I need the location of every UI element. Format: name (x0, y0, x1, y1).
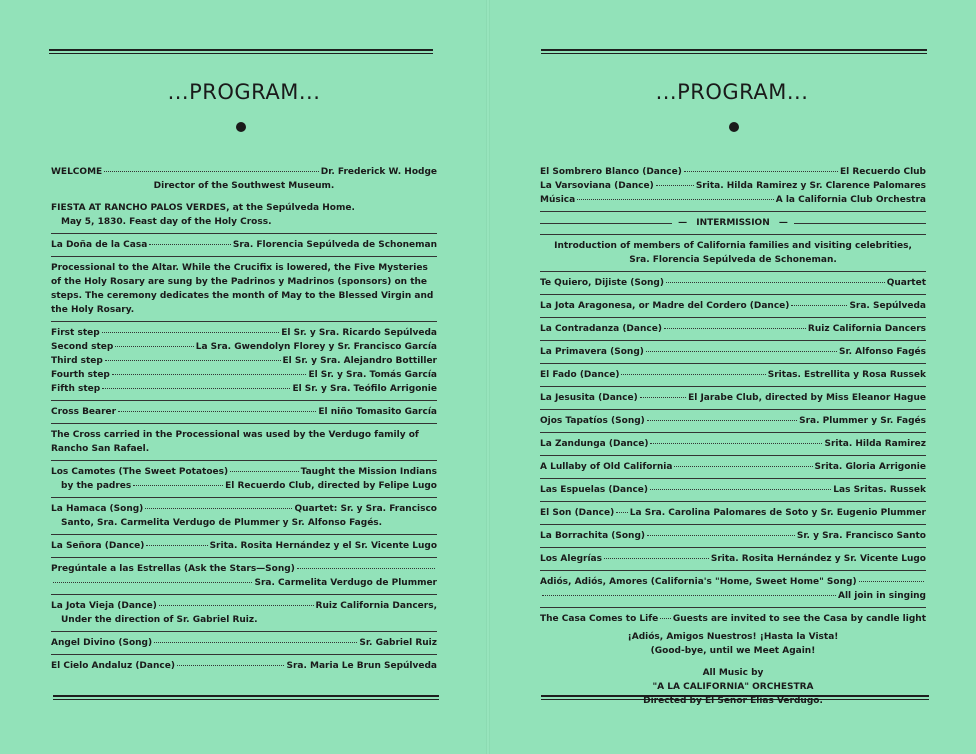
divider (540, 607, 926, 608)
music-credit-line3: Directed by El Señor Elias Verdugo. (643, 696, 823, 706)
divider (540, 294, 926, 295)
dot-leader (791, 305, 847, 306)
program-item-row (540, 529, 926, 543)
preguntale-row (51, 562, 437, 576)
dot-leader (105, 360, 281, 361)
divider (51, 400, 437, 401)
camotes-row (51, 465, 437, 479)
program-item-row (540, 460, 926, 474)
program-item-value: Srita. Hilda Ramirez y Sr. Clarence Palomares (695, 181, 926, 191)
program-item-label: La Primavera (Song) (540, 347, 644, 357)
program-item-value: La Sra. Carolina Palomares de Soto y Sr. Eugenio Plummer (629, 508, 926, 518)
divider (540, 363, 926, 364)
step-value: El Sr. y Sra. Teófilo Arrigonie (292, 384, 437, 394)
welcome-row (51, 165, 437, 179)
divider (51, 233, 437, 234)
program-item-value: Sra. Sepúlveda (849, 301, 926, 311)
casa-value: Guests are invited to see the Casa by candle light (672, 614, 926, 624)
program-item-value: Ruiz California Dancers (807, 324, 926, 334)
divider (51, 654, 437, 655)
divider (540, 211, 926, 212)
dot-leader (102, 332, 280, 333)
program-item-row (540, 193, 926, 207)
cross-bearer-value: El niño Tomasito García (318, 407, 437, 417)
camotes-value-2: El Recuerdo Club, directed by Felipe Lugo (225, 481, 437, 491)
dot-leader (859, 581, 924, 582)
music-credit-line2: "A LA CALIFORNIA" ORCHESTRA (652, 682, 814, 692)
divider (540, 547, 926, 548)
program-item-row (540, 368, 926, 382)
dot-leader (666, 282, 885, 283)
welcome-sub: Director of the Southwest Museum. (153, 181, 335, 191)
step-label: Third step (51, 356, 103, 366)
preguntale-value: Sra. Carmelita Verdugo de Plummer (254, 578, 437, 588)
program-item-row (540, 414, 926, 428)
camotes-label: Los Camotes (The Sweet Potatoes) (51, 467, 229, 477)
adios-row (540, 575, 926, 589)
dona-label: La Doña de la Casa (51, 240, 148, 250)
program-item-row (540, 322, 926, 336)
program-item-label: La Borrachita (Song) (540, 531, 646, 541)
dot-leader (674, 466, 812, 467)
divider (540, 386, 926, 387)
dot-leader (118, 411, 316, 412)
program-item-label: La Jota Aragonesa, or Madre del Cordero (Dance) (540, 301, 790, 311)
step-value: La Sra. Gwendolyn Florey y Sr. Francisco García (195, 342, 437, 352)
program-item-value: Srita. Rosita Hernández y Sr. Vicente Lugo (710, 554, 926, 564)
program-item-row (540, 276, 926, 290)
processional-text: Processional to the Altar. While the Crucifix is lowered, the Five Mysteries of the Holy Rosary are sung by the Padrinos y Madrinos (sponsors) on the steps. The ceremony dedicates the month of May to the Blessed Virgin and the Holy Rosary. (51, 263, 434, 315)
left-bottom-rule (53, 695, 439, 700)
step-row (51, 368, 437, 382)
program-item-row (540, 179, 926, 193)
program-item-value: Sritas. Estrellita y Rosa Russek (767, 370, 926, 380)
step-row (51, 382, 437, 396)
steps-list (51, 326, 437, 396)
program-item-label: La Zandunga (Dance) (540, 439, 649, 449)
preguntale-label: Pregúntale a las Estrellas (Ask the Stars—Song) (51, 564, 295, 574)
dot-leader (684, 171, 838, 172)
senora-value: Srita. Rosita Hernández y el Sr. Vicente Lugo (209, 541, 437, 551)
dot-leader (542, 595, 836, 596)
dot-leader (230, 471, 299, 472)
program-item-value: El Jarabe Club, directed by Miss Eleanor Hague (688, 393, 926, 403)
hamaca-row (51, 502, 437, 516)
dot-leader (604, 558, 709, 559)
program-item-value: Srita. Gloria Arrigonie (814, 462, 926, 472)
divider (540, 409, 926, 410)
program-item-label: La Jesusita (Dance) (540, 393, 638, 403)
dot-leader (159, 605, 314, 606)
step-row (51, 326, 437, 340)
intermission-text: INTERMISSION (696, 218, 770, 228)
farewell-line1: ¡Adiós, Amigos Nuestros! ¡Hasta la Vista! (627, 632, 839, 642)
dot-leader (115, 346, 193, 347)
divider (51, 594, 437, 595)
program-item-row (540, 165, 926, 179)
divider (540, 317, 926, 318)
divider (540, 478, 926, 479)
camotes-row-2 (51, 479, 437, 493)
divider (51, 631, 437, 632)
divider (540, 570, 926, 571)
divider (540, 501, 926, 502)
cross-bearer-label: Cross Bearer (51, 407, 117, 417)
step-label: First step (51, 328, 100, 338)
dot-leader (53, 582, 252, 583)
step-label: Fourth step (51, 370, 110, 380)
intro-text: Introduction of members of California families and visiting celebrities, Sra. Florencia Sepúlveda de Schoneman. (554, 241, 912, 265)
program-item-value: Quartet (886, 278, 926, 288)
dot-leader (664, 328, 806, 329)
dot-leader (650, 489, 831, 490)
casa-row (540, 612, 926, 626)
step-label: Fifth step (51, 384, 101, 394)
program-item-row (540, 483, 926, 497)
dot-leader (646, 351, 837, 352)
program-item-value: Sr. Alfonso Fagés (838, 347, 926, 357)
step-value: El Sr. y Sra. Ricardo Sepúlveda (281, 328, 437, 338)
step-value: El Sr. y Sra. Alejandro Bottiller (282, 356, 437, 366)
dot-leader (297, 568, 435, 569)
program-item-label: Música (540, 195, 576, 205)
program-item-label: Las Espuelas (Dance) (540, 485, 649, 495)
program-item-row (540, 437, 926, 451)
program-item-value: A la California Club Orchestra (775, 195, 926, 205)
senora-label: La Señora (Dance) (51, 541, 145, 551)
program-item-row (540, 299, 926, 313)
step-label: Second step (51, 342, 114, 352)
divider (51, 256, 437, 257)
program-item-label: La Varsoviana (Dance) (540, 181, 654, 191)
dot-leader (621, 374, 765, 375)
program-item-row (540, 552, 926, 566)
dot-leader (133, 485, 223, 486)
program-item-label: La Contradanza (Dance) (540, 324, 662, 334)
right-items-list (540, 276, 926, 566)
divider (51, 557, 437, 558)
left-heading-dot (236, 122, 246, 132)
divider (540, 455, 926, 456)
angel-value: Sr. Gabriel Ruiz (359, 638, 437, 648)
divider (51, 460, 437, 461)
program-item-value: Sr. y Sra. Francisco Santo (796, 531, 926, 541)
adios-value: All join in singing (837, 591, 926, 601)
left-top-rule (49, 49, 433, 54)
left-heading: ...PROGRAM... (167, 80, 321, 104)
dot-leader (102, 388, 290, 389)
angel-row (51, 636, 437, 650)
divider (540, 524, 926, 525)
cross-bearer-row (51, 405, 437, 419)
dot-leader (650, 443, 822, 444)
right-heading: ...PROGRAM... (655, 80, 809, 104)
music-credit-line1: All Music by (702, 668, 764, 678)
dot-leader (104, 171, 319, 172)
program-item-value: El Recuerdo Club (840, 167, 926, 177)
program-item-row (540, 391, 926, 405)
step-row (51, 354, 437, 368)
jota-vieja-value: Ruiz California Dancers, (315, 601, 437, 611)
program-item-row (540, 345, 926, 359)
hamaca-label: La Hamaca (Song) (51, 504, 144, 514)
dot-leader (149, 244, 231, 245)
welcome-value: Dr. Frederick W. Hodge (320, 167, 437, 177)
preguntale-row-2 (51, 576, 437, 590)
adios-label: Adiós, Adiós, Amores (California's "Home, Sweet Home" Song) (540, 577, 857, 587)
program-item-label: El Son (Dance) (540, 508, 615, 518)
dot-leader (660, 618, 671, 619)
jota-vieja-cont: Under the direction of Sr. Gabriel Ruiz. (61, 615, 258, 625)
cross-note: The Cross carried in the Processional was used by the Verdugo family of Rancho San Rafael. (51, 430, 419, 454)
dona-value: Sra. Florencia Sepúlveda de Schoneman (232, 240, 437, 250)
hamaca-value: Quartet: Sr. y Sra. Francisco (294, 504, 437, 514)
right-heading-dot (729, 122, 739, 132)
angel-label: Angel Divino (Song) (51, 638, 153, 648)
right-top-rule (541, 49, 927, 54)
divider (51, 321, 437, 322)
dot-leader (154, 642, 357, 643)
divider (540, 234, 926, 235)
senora-row (51, 539, 437, 553)
page-fold (486, 0, 490, 754)
dot-leader (647, 535, 795, 536)
dot-leader (145, 508, 292, 509)
dot-leader (616, 512, 628, 513)
jota-vieja-label: La Jota Vieja (Dance) (51, 601, 157, 611)
program-item-value: Sra. Plummer y Sr. Fagés (799, 416, 926, 426)
right-program-content (540, 165, 926, 708)
dot-leader (647, 420, 797, 421)
dot-leader (146, 545, 207, 546)
program-item-value: Las Sritas. Russek (833, 485, 926, 495)
divider (51, 534, 437, 535)
program-item-label: Ojos Tapatíos (Song) (540, 416, 645, 426)
left-program-content (51, 165, 437, 673)
step-row (51, 340, 437, 354)
program-item-label: A Lullaby of Old California (540, 462, 673, 472)
program-item-label: Los Alegrías (540, 554, 602, 564)
intermission-banner (540, 216, 926, 230)
program-item-label: Te Quiero, Dijiste (Song) (540, 278, 664, 288)
top-items-list (540, 165, 926, 207)
dot-leader (177, 665, 285, 666)
dot-leader (112, 374, 307, 375)
camotes-value: Taught the Mission Indians (300, 467, 437, 477)
cielo-value: Sra. Maria Le Brun Sepúlveda (286, 661, 437, 671)
divider (540, 271, 926, 272)
program-item-row (540, 506, 926, 520)
fiesta-line2: May 5, 1830. Feast day of the Holy Cross. (61, 217, 272, 227)
program-item-value: Srita. Hilda Ramirez (824, 439, 926, 449)
cielo-row (51, 659, 437, 673)
dot-leader (640, 397, 686, 398)
divider (540, 340, 926, 341)
cielo-label: El Cielo Andaluz (Dance) (51, 661, 175, 671)
adios-row-2 (540, 589, 926, 603)
dot-leader (577, 199, 774, 200)
jota-vieja-row (51, 599, 437, 613)
divider (51, 423, 437, 424)
program-item-label: El Sombrero Blanco (Dance) (540, 167, 682, 177)
divider (540, 432, 926, 433)
hamaca-cont: Santo, Sra. Carmelita Verdugo de Plummer y Sr. Alfonso Fagés. (61, 518, 383, 528)
casa-label: The Casa Comes to Life (540, 614, 659, 624)
camotes-label-2: by the padres (61, 481, 132, 491)
fiesta-line1: FIESTA AT RANCHO PALOS VERDES, at the Sepúlveda Home. (51, 203, 355, 213)
dona-row (51, 238, 437, 252)
divider (51, 497, 437, 498)
dot-leader (656, 185, 694, 186)
step-value: El Sr. y Sra. Tomás García (308, 370, 437, 380)
intermission-label: — INTERMISSION — (678, 218, 788, 228)
farewell-line2: (Good-bye, until we Meet Again! (650, 646, 816, 656)
program-item-label: El Fado (Dance) (540, 370, 620, 380)
welcome-label: WELCOME (51, 167, 103, 177)
